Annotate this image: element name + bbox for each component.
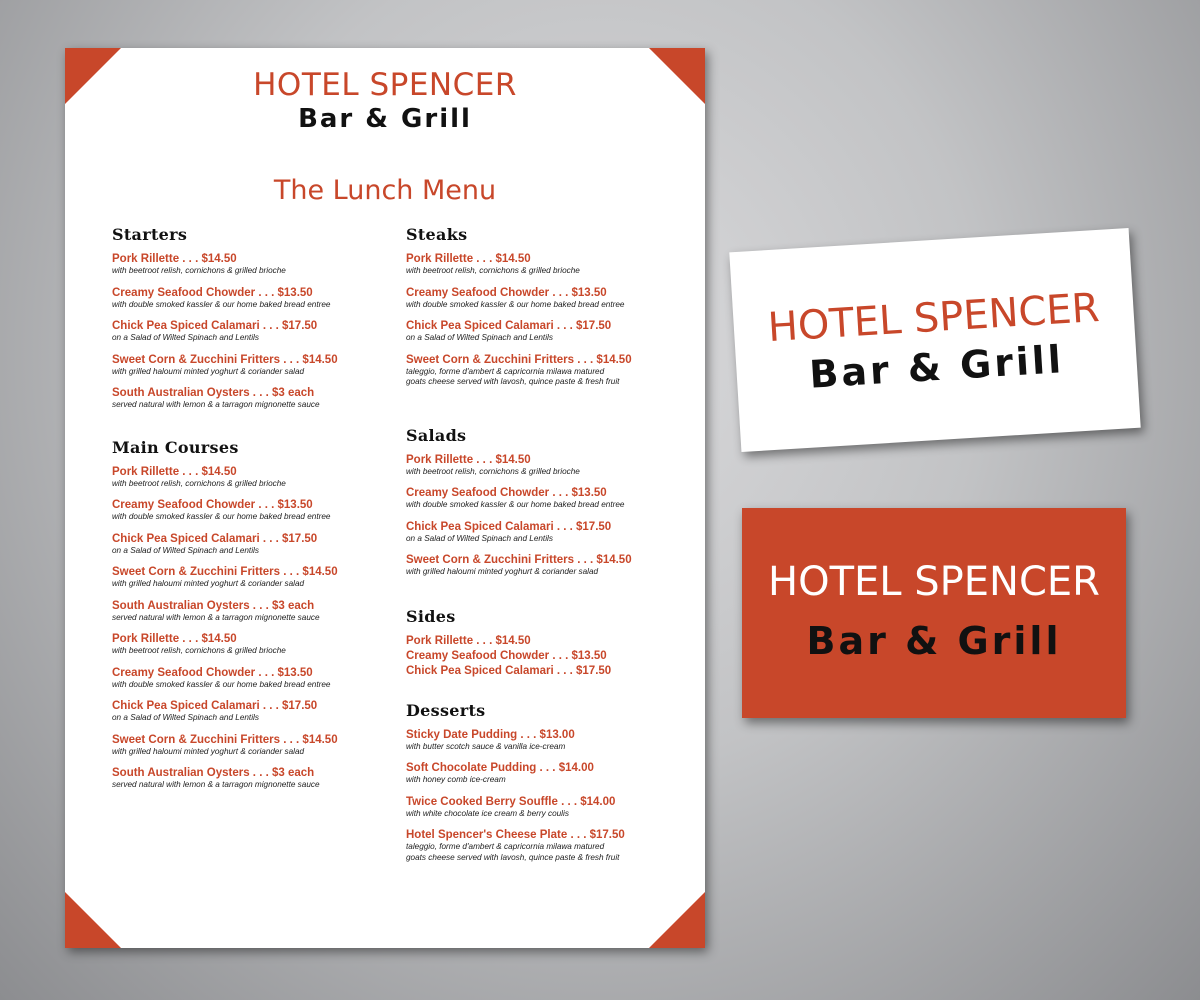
menu-item (406, 453, 696, 478)
menu-item-name: Pork Rillette . . . $14.50 (112, 465, 237, 478)
card-brand-hotel: HOTEL SPENCER (768, 559, 1100, 605)
menu-item-name: Chick Pea Spiced Calamari . . . $17.50 (112, 532, 318, 545)
section-heading: Steaks (406, 225, 468, 244)
menu-item-description: with beetroot relish, cornichons & grilled brioche (112, 478, 286, 488)
menu-item-name: Pork Rillette . . . $14.50 (112, 253, 237, 265)
menu-item (406, 795, 696, 820)
menu-item-name: South Australian Oysters . . . $3 each (112, 387, 315, 399)
corner-decoration (649, 892, 705, 948)
menu-item-description: with beetroot relish, cornichons & grilled brioche (406, 466, 580, 476)
menu-item-name: Creamy Seafood Chowder . . . $13.50 (406, 286, 607, 299)
menu-item-name: Chick Pea Spiced Calamari . . . $17.50 (406, 320, 612, 332)
menu-item (112, 599, 402, 624)
menu-item-name: Twice Cooked Berry Souffle . . . $14.00 (406, 795, 616, 808)
menu-item (112, 498, 402, 523)
menu-item-name: South Australian Oysters . . . $3 each (112, 767, 315, 779)
menu-item-name: Chick Pea Spiced Calamari . . . $17.50 (112, 700, 318, 712)
menu-brand-hotel: HOTEL SPENCER (253, 67, 517, 103)
menu-item-description: with grilled haloumi minted yoghurt & coriander salad (406, 567, 599, 576)
menu-item-description: with beetroot relish, cornichons & grilled brioche (112, 646, 286, 655)
menu-item-name: Pork Rillette . . . $14.50 (406, 253, 531, 265)
section-steaks (406, 226, 696, 388)
business-card-orange (742, 508, 1126, 718)
menu-item (406, 520, 696, 545)
menu-item (406, 486, 696, 511)
menu-item-description: with grilled haloumi minted yoghurt & coriander salad (112, 579, 305, 588)
menu-item-description: served natural with lemon & a tarragon mignonette sauce (112, 612, 320, 622)
menu-item-name: Sweet Corn & Zucchini Fritters . . . $14.50 (112, 353, 338, 366)
menu-item (112, 733, 402, 758)
menu-item-description: with double smoked kassler & our home baked bread entree (112, 679, 331, 689)
menu-item-description: with butter scotch sauce & vanilla ice-cream (406, 741, 566, 751)
menu-item-name: Creamy Seafood Chowder . . . $13.50 (406, 487, 607, 499)
business-card-white (729, 228, 1140, 452)
menu-item (112, 465, 402, 490)
section-desserts (406, 702, 696, 864)
menu-item-name: Sticky Date Pudding . . . $13.00 (406, 728, 575, 741)
menu-item (112, 766, 402, 791)
section-main-courses (112, 439, 402, 791)
menu-item-description: with beetroot relish, cornichons & grilled brioche (112, 266, 286, 275)
menu-item-name: Pork Rillette . . . $14.50 (406, 634, 531, 647)
menu-item-name: Sweet Corn & Zucchini Fritters . . . $14.50 (406, 554, 632, 566)
menu-left-column (112, 226, 402, 800)
corner-decoration (65, 892, 121, 948)
lunch-menu-sheet (65, 48, 705, 948)
menu-item (406, 319, 696, 344)
menu-item (406, 649, 696, 663)
menu-item (406, 553, 696, 578)
card-brand-hotel: HOTEL SPENCER (766, 284, 1101, 352)
menu-item-description: with double smoked kassler & our home baked bread entree (112, 299, 331, 309)
menu-item (112, 632, 402, 657)
menu-item (406, 828, 696, 863)
section-heading: Salads (406, 425, 467, 445)
menu-item-description: taleggio, forme d'ambert & capricornia milawa matured goats cheese served with lavosh, quince paste & fresh fruit (406, 366, 620, 386)
menu-item-name: Pork Rillette . . . $14.50 (112, 633, 237, 645)
menu-item (112, 666, 402, 691)
menu-title: The Lunch Menu (273, 175, 497, 206)
menu-item-name: Soft Chocolate Pudding . . . $14.00 (406, 762, 594, 774)
menu-item-name: Creamy Seafood Chowder . . . $13.50 (112, 499, 313, 511)
menu-item-description: taleggio, forme d'ambert & capricornia milawa matured goats cheese served with lavosh, quince paste & fresh fruit (406, 842, 620, 862)
menu-item-description: on a Salad of Wilted Spinach and Lentils (112, 333, 259, 342)
menu-item (112, 286, 402, 311)
menu-item (406, 252, 696, 277)
menu-item (406, 353, 696, 388)
menu-item-name: South Australian Oysters . . . $3 each (112, 599, 315, 612)
menu-item-description: on a Salad of Wilted Spinach and Lentils (406, 533, 553, 543)
section-salads (406, 427, 696, 578)
menu-item (406, 286, 696, 311)
menu-item (112, 319, 402, 344)
menu-item (112, 532, 402, 557)
menu-item-description: with double smoked kassler & our home baked bread entree (112, 512, 331, 521)
menu-item-name: Sweet Corn & Zucchini Fritters . . . $14.50 (406, 353, 632, 366)
section-heading: Main Courses (112, 437, 239, 457)
section-heading: Sides (406, 606, 456, 626)
menu-right-column (406, 226, 696, 872)
card-brand-bar: Bar & Grill (806, 619, 1062, 663)
menu-item-description: with double smoked kassler & our home baked bread entree (406, 500, 625, 509)
menu-item (112, 353, 402, 378)
menu-item (406, 761, 696, 786)
menu-item-name: Chick Pea Spiced Calamari . . . $17.50 (406, 520, 612, 533)
section-sides (406, 608, 696, 678)
menu-item-description: with grilled haloumi minted yoghurt & coriander salad (112, 746, 305, 756)
menu-item-name: Sweet Corn & Zucchini Fritters . . . $14.50 (112, 566, 338, 578)
menu-item-description: with honey comb ice-cream (406, 775, 506, 784)
menu-item-name: Pork Rillette . . . $14.50 (406, 453, 531, 466)
menu-item (112, 252, 402, 277)
menu-item-name: Hotel Spencer's Cheese Plate . . . $17.50 (406, 829, 625, 841)
menu-item-name: Creamy Seafood Chowder . . . $13.50 (406, 649, 607, 662)
menu-item-name: Chick Pea Spiced Calamari . . . $17.50 (112, 320, 318, 332)
section-heading: Desserts (406, 700, 486, 720)
menu-item-name: Creamy Seafood Chowder . . . $13.50 (112, 286, 313, 299)
menu-brand-bar: Bar & Grill (298, 104, 472, 134)
menu-item-name: Creamy Seafood Chowder . . . $13.50 (112, 666, 313, 679)
menu-item-name: Chick Pea Spiced Calamari . . . $17.50 (406, 664, 612, 677)
card-brand-bar: Bar & Grill (808, 337, 1066, 397)
menu-item-description: on a Salad of Wilted Spinach and Lentils (112, 713, 259, 722)
menu-item-description: with white chocolate ice cream & berry coulis (406, 808, 569, 818)
menu-item-description: on a Salad of Wilted Spinach and Lentils (112, 545, 259, 555)
menu-item-description: with double smoked kassler & our home baked bread entree (406, 299, 625, 309)
menu-item (112, 699, 402, 724)
section-starters (112, 226, 402, 411)
menu-item-description: served natural with lemon & a tarragon mignonette sauce (112, 780, 320, 789)
menu-item-description: with grilled haloumi minted yoghurt & coriander salad (112, 366, 305, 376)
menu-item-description: on a Salad of Wilted Spinach and Lentils (406, 333, 553, 342)
menu-item-name: Sweet Corn & Zucchini Fritters . . . $14.50 (112, 733, 338, 746)
menu-item (406, 728, 696, 753)
menu-item (406, 634, 696, 648)
menu-item (406, 664, 696, 678)
menu-item (112, 386, 402, 411)
menu-item-description: with beetroot relish, cornichons & grilled brioche (406, 266, 580, 275)
menu-item-description: served natural with lemon & a tarragon mignonette sauce (112, 400, 320, 409)
section-heading: Starters (112, 225, 188, 244)
menu-item (112, 565, 402, 590)
